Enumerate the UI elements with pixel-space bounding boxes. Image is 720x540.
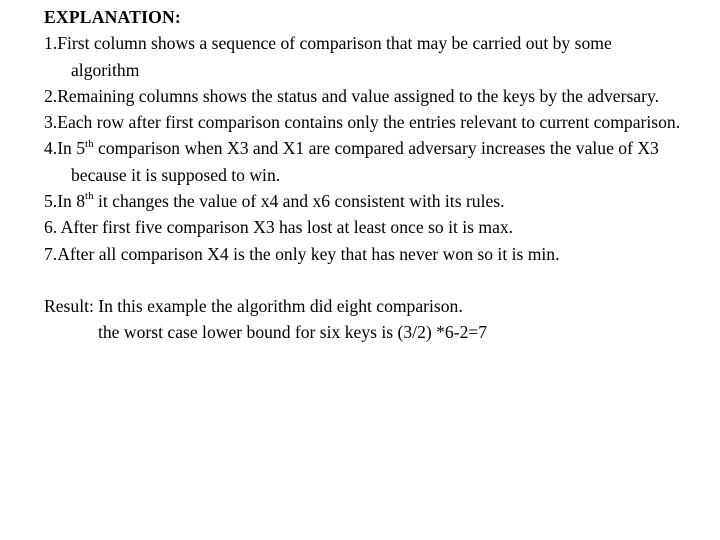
spacer bbox=[44, 267, 684, 293]
explanation-item-5 bbox=[44, 188, 684, 214]
item-4-ordinal-suffix: th bbox=[85, 137, 94, 150]
explanation-item-2: 2.Remaining columns shows the status and value assigned to the keys by the adversary. bbox=[44, 85, 660, 106]
explanation-item-1: 1.First column shows a sequence of comparison that may be carried out by some algorithm bbox=[44, 33, 612, 80]
explanation-slide bbox=[44, 4, 684, 346]
result-line: Result: In this example the algorithm did eight comparison. bbox=[44, 295, 463, 316]
explanation-item-6: 6. After first five comparison X3 has lost at least once so it is max. bbox=[44, 217, 514, 238]
explanation-item-7: 7.After all comparison X4 is the only key that has never won so it is min. bbox=[44, 243, 560, 264]
item-4-rest: comparison when X3 and X1 are compared adversary increases the value of X3 because it is supposed to win. bbox=[71, 138, 659, 185]
item-4-prefix: 4.In 5 bbox=[44, 138, 86, 159]
explanation-heading: EXPLANATION: bbox=[44, 7, 181, 27]
explanation-item-3: 3.Each row after first comparison contains only the entries relevant to current comparison. bbox=[44, 112, 681, 133]
item-5-prefix: 5.In 8 bbox=[44, 191, 86, 212]
explanation-item-4 bbox=[44, 135, 684, 188]
item-5-ordinal-suffix: th bbox=[85, 190, 94, 203]
item-5-rest: it changes the value of x4 and x6 consistent with its rules. bbox=[93, 191, 505, 212]
lower-bound-line: the worst case lower bound for six keys is (3/2) *6-2=7 bbox=[98, 322, 488, 343]
